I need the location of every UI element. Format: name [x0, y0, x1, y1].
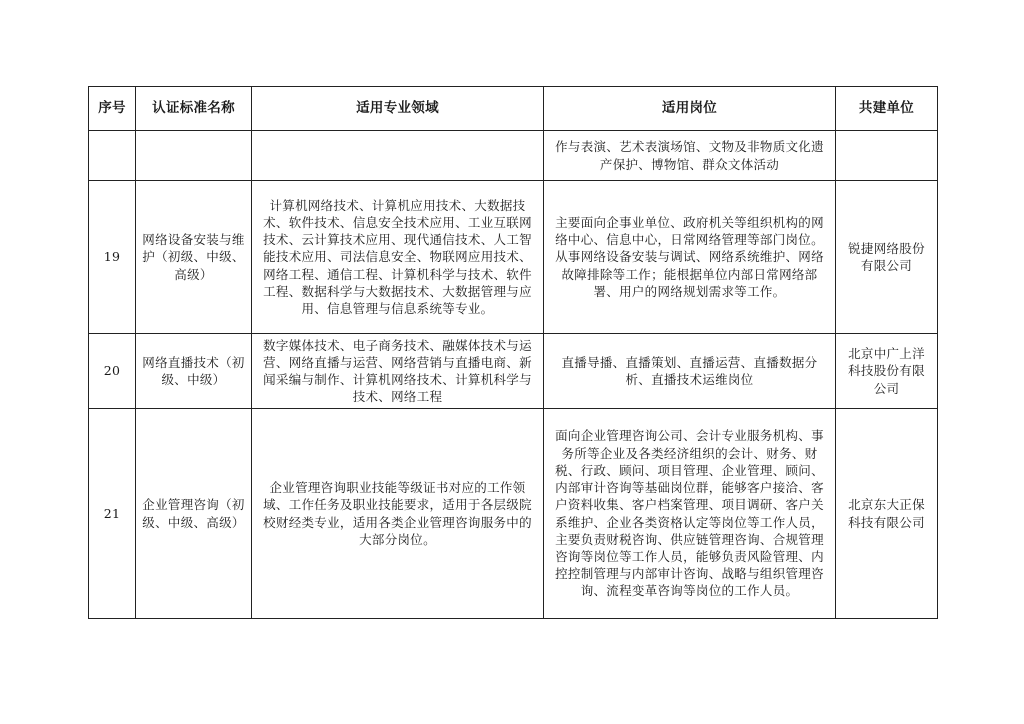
cell-seq: 21 [89, 409, 136, 619]
cell-partner: 北京中广上洋科技股份有限公司 [836, 334, 938, 409]
header-seq: 序号 [89, 87, 136, 131]
header-position: 适用岗位 [544, 87, 836, 131]
header-row [89, 87, 938, 131]
cell-partner [836, 131, 938, 181]
cell-name [136, 131, 252, 181]
cell-name: 网络设备安装与维护（初级、中级、高级） [136, 181, 252, 334]
cell-seq [89, 131, 136, 181]
table-row [89, 409, 938, 619]
table-row [89, 334, 938, 409]
cell-field: 数字媒体技术、电子商务技术、融媒体技术与运营、网络直播与运营、网络营销与直播电商、新闻采编与制作、计算机网络技术、计算机科学与技术、网络工程 [252, 334, 544, 409]
header-field: 适用专业领域 [252, 87, 544, 131]
cell-position: 作与表演、艺术表演场馆、文物及非物质文化遗产保护、博物馆、群众文体活动 [544, 131, 836, 181]
cell-partner: 北京东大正保科技有限公司 [836, 409, 938, 619]
table-row [89, 131, 938, 181]
cell-position: 直播导播、直播策划、直播运营、直播数据分析、直播技术运维岗位 [544, 334, 836, 409]
table-row [89, 181, 938, 334]
cell-partner: 锐捷网络股份有限公司 [836, 181, 938, 334]
cell-position: 面向企业管理咨询公司、会计专业服务机构、事务所等企业及各类经济组织的会计、财务、财税、行政、顾问、项目管理、企业管理、顾问、内部审计咨询等基础岗位群，能够客户接洽、客户资料收集、客户档案管理、项目调研、客户关系维护、企业各类资格认定等岗位等工作人员，主要负责财税咨询、供应链管理咨询、合规管理咨询等岗位等工作人员，能够负责风险管理、内控控制管理与内部审计咨询、战略与组织管理咨询、流程变革咨询等岗位的工作人员。 [544, 409, 836, 619]
header-partner: 共建单位 [836, 87, 938, 131]
cell-name: 企业管理咨询（初级、中级、高级） [136, 409, 252, 619]
cell-seq: 20 [89, 334, 136, 409]
cell-field [252, 131, 544, 181]
cell-field: 企业管理咨询职业技能等级证书对应的工作领域、工作任务及职业技能要求，适用于各层级院校财经类专业，适用各类企业管理咨询服务中的大部分岗位。 [252, 409, 544, 619]
cell-position: 主要面向企事业单位、政府机关等组织机构的网络中心、信息中心，日常网络管理等部门岗位。从事网络设备安装与调试、网络系统维护、网络故障排除等工作；能根据单位内部日常网络部署、用户的网络规划需求等工作。 [544, 181, 836, 334]
cell-seq: 19 [89, 181, 136, 334]
cell-field: 计算机网络技术、计算机应用技术、大数据技术、软件技术、信息安全技术应用、工业互联网技术、云计算技术应用、现代通信技术、人工智能技术应用、司法信息安全、物联网应用技术、网络工程、通信工程、计算机科学与技术、软件工程、数据科学与大数据技术、大数据管理与应用、信息管理与信息系统等专业。 [252, 181, 544, 334]
cell-name: 网络直播技术（初级、中级） [136, 334, 252, 409]
header-name: 认证标准名称 [136, 87, 252, 131]
certification-table [88, 86, 938, 619]
